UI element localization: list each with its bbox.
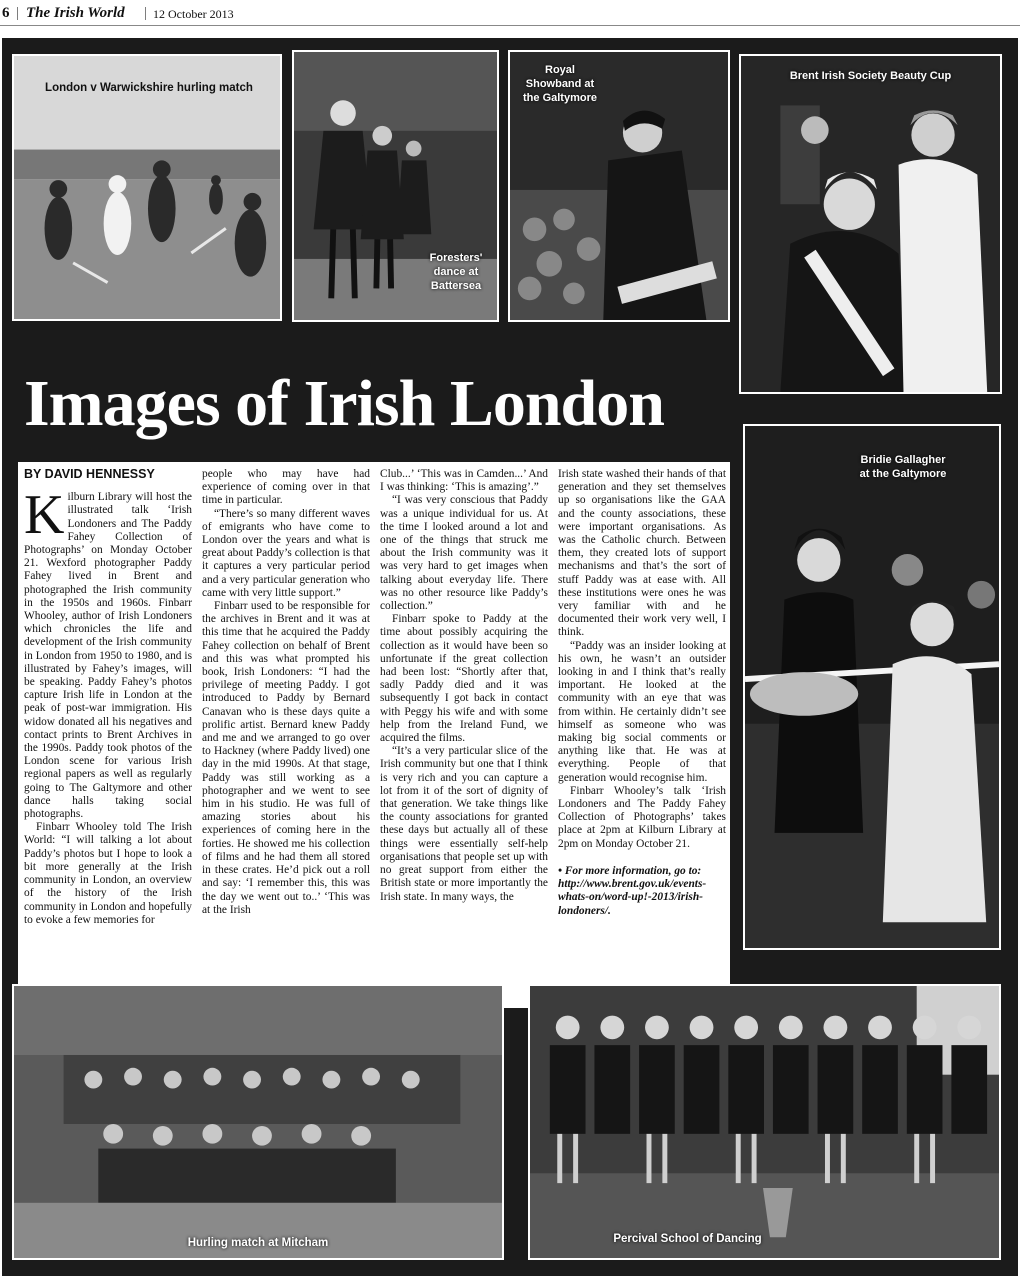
article-paragraph: “There’s so many different waves of emigrants who have come to London over the years and what is great about Paddy’s collection is that it captures a very particular period and a very particular generation who came with very little support.” xyxy=(202,507,370,599)
caption-hurling-match: London v Warwickshire hurling match xyxy=(45,82,253,94)
photo-beauty-cup xyxy=(739,54,1002,394)
feature-spread xyxy=(2,38,1018,1276)
photo-bridie-gallagher xyxy=(743,424,1001,950)
photo-hurling-match xyxy=(12,54,282,321)
article-column-4 xyxy=(558,468,726,918)
caption-hurling-mitcham: Hurling match at Mitcham xyxy=(187,1237,329,1249)
caption-royal-showband xyxy=(510,64,610,105)
caption-line: the Galtymore xyxy=(523,91,597,104)
article-body xyxy=(18,462,730,1008)
article-paragraph: Club...’ ‘This was in Camden...’ And I was thinking: ‘This is amazing’.” xyxy=(380,468,548,494)
caption-beauty-cup: Brent Irish Society Beauty Cup xyxy=(789,70,952,82)
photo-percival-dancing xyxy=(528,984,1001,1260)
byline: BY DAVID HENNESSY xyxy=(24,467,155,481)
page-header xyxy=(0,0,1020,26)
article-column-1 xyxy=(24,468,192,927)
caption-line: dance at xyxy=(433,265,479,278)
beauty-cup-image xyxy=(741,56,1000,392)
headline: Images of Irish London xyxy=(24,367,664,440)
article-paragraph: Finbarr Whooley’s talk ‘Irish Londoners and The Paddy Fahey Collection of Photographs’ takes place at 2pm at Kilburn Library at 2pm on Monday October 21. xyxy=(558,784,726,850)
article-column-3 xyxy=(380,468,548,904)
hurling-mitcham-image xyxy=(14,986,502,1258)
article-paragraph xyxy=(24,484,192,821)
caption-line: Foresters' xyxy=(429,252,483,264)
caption-line: at the Galtymore xyxy=(859,467,947,480)
page-number: 6 xyxy=(2,5,10,21)
article-column-2 xyxy=(202,468,370,917)
photo-hurling-mitcham xyxy=(12,984,504,1260)
article-paragraph: “It’s a very particular slice of the Irish community but one that I think is very rich and you can capture a lot from it of the sort of dignity of that generation. We take things like the county associations for granted these days but actually all of these things were essentially self-help organisations that people set up with no great support from either the British state or more importantly the Irish state. In many ways, the xyxy=(380,745,548,903)
article-paragraph: “Paddy was an insider looking at his own, he wasn’t an outsider looking in and I think that’s really important. He looked at the community with an eye that was from within. He certainly didn’t see himself as someone who was making big social comments or anything like that. He was at everything. People of that generation would recognise him. xyxy=(558,639,726,784)
paragraph-text: ilburn Library will host the illustrated talk ‘Irish Londoners and The Paddy Fahey Collection of Photographs’ on Monday October 21. Wexford photographer Paddy Fahey lived in Brent and photographed the Irish community in the 1950s and 1960s. Finbarr Whooley, author of Irish Londoners which chronicles the life and development of the Irish community in London from 1950 to 1980, and is illustrated by Fahey’s images, will be speaking. Paddy Fahey’s photos capture Irish life in London at the peak of post-war immigration. His widow donated all his negatives and contact prints to Brent Archives in the 1990s. Paddy took photos of the London scene for various Irish regional papers as well as regularly going to The Galtymore and other dance halls taking social photographs. xyxy=(24,491,192,821)
photo-royal-showband xyxy=(508,50,730,322)
caption-bridie-gallagher xyxy=(805,454,1001,482)
caption-line: Bridie Gallagher xyxy=(860,454,946,466)
article-paragraph: Finbarr used to be responsible for the archives in Brent and it was at this time that he acquired the Paddy Fahey collection on behalf of Brent and this was what prompted his book, Irish Londoners: “I had the privilege of meeting Paddy. I got introduced to Paddy by Bernard Canavan who is these days quite a prolific artist. Bernard knew Paddy and me and we arranged to go over to Hackney (where Paddy lived) one day in the mid 1990s. At that stage, Paddy was still working as a photographer and we went to see him in his studio. He was full of amazing stories about his experiences of coming here in the forties. He showed me his collection of films and he had them all stored in these crates. He’d pick out a roll and say: ‘I remember this, this was the day we went out to..’ ‘This was at the Irish xyxy=(202,600,370,916)
bridie-gallagher-image xyxy=(745,426,999,948)
photo-foresters-dance xyxy=(292,50,499,322)
article-paragraph: Finbarr Whooley told The Irish World: “I will talking a lot about Paddy’s photos but I hope to look a bit more generally at the Irish community in London, an overview of the history of the Irish community in London and hopefully to evoke a few memories for xyxy=(24,821,192,926)
percival-dancing-image xyxy=(530,986,999,1258)
caption-percival-dancing: Percival School of Dancing xyxy=(613,1233,762,1245)
more-info-link[interactable]: • For more information, go to: http://www.brent.gov.uk/events-whats-on/word-up!-2013/irish-londoners/. xyxy=(558,864,707,917)
header-separator: | xyxy=(144,5,148,21)
caption-line: Royal xyxy=(545,64,575,76)
caption-foresters-dance xyxy=(414,252,498,293)
header-separator: | xyxy=(16,5,20,21)
article-paragraph: Finbarr spoke to Paddy at the time about possibly acquiring the collection as it would have been so unfortunate if the great collection had been lost: “Shortly after that, sadly Paddy died and it was subsequently I got back in contact with Peggy his wife and with some help from the Ireland Fund, we acquired the films. xyxy=(380,613,548,745)
caption-line: Battersea xyxy=(430,279,482,292)
article-paragraph: “I was very conscious that Paddy was a unique individual for us. At the time I looked around a lot and one of the things that struck me about the Irish community was it was very hard to get images when talking about everyday life. There was no other resource like Paddy’s collection.” xyxy=(380,494,548,613)
caption-line: Showband at xyxy=(525,77,595,90)
publication-name: The Irish World xyxy=(26,5,125,21)
drop-cap: K xyxy=(24,484,65,547)
article-paragraph: people who may have had experience of coming over in that time in particular. xyxy=(202,468,370,507)
article-paragraph: Irish state washed their hands of that generation and they set themselves up so organisations like the GAA and the county associations, these were important organisations. As was the Catholic church. Between them, they created lots of support mechanisms and that’s the sort of stuff Paddy was at ease with. All these institutions were ones he was very familiar with and he documented their work very well, I think. xyxy=(558,468,726,639)
issue-date: 12 October 2013 xyxy=(153,7,234,21)
hurling-match-image xyxy=(14,56,280,319)
